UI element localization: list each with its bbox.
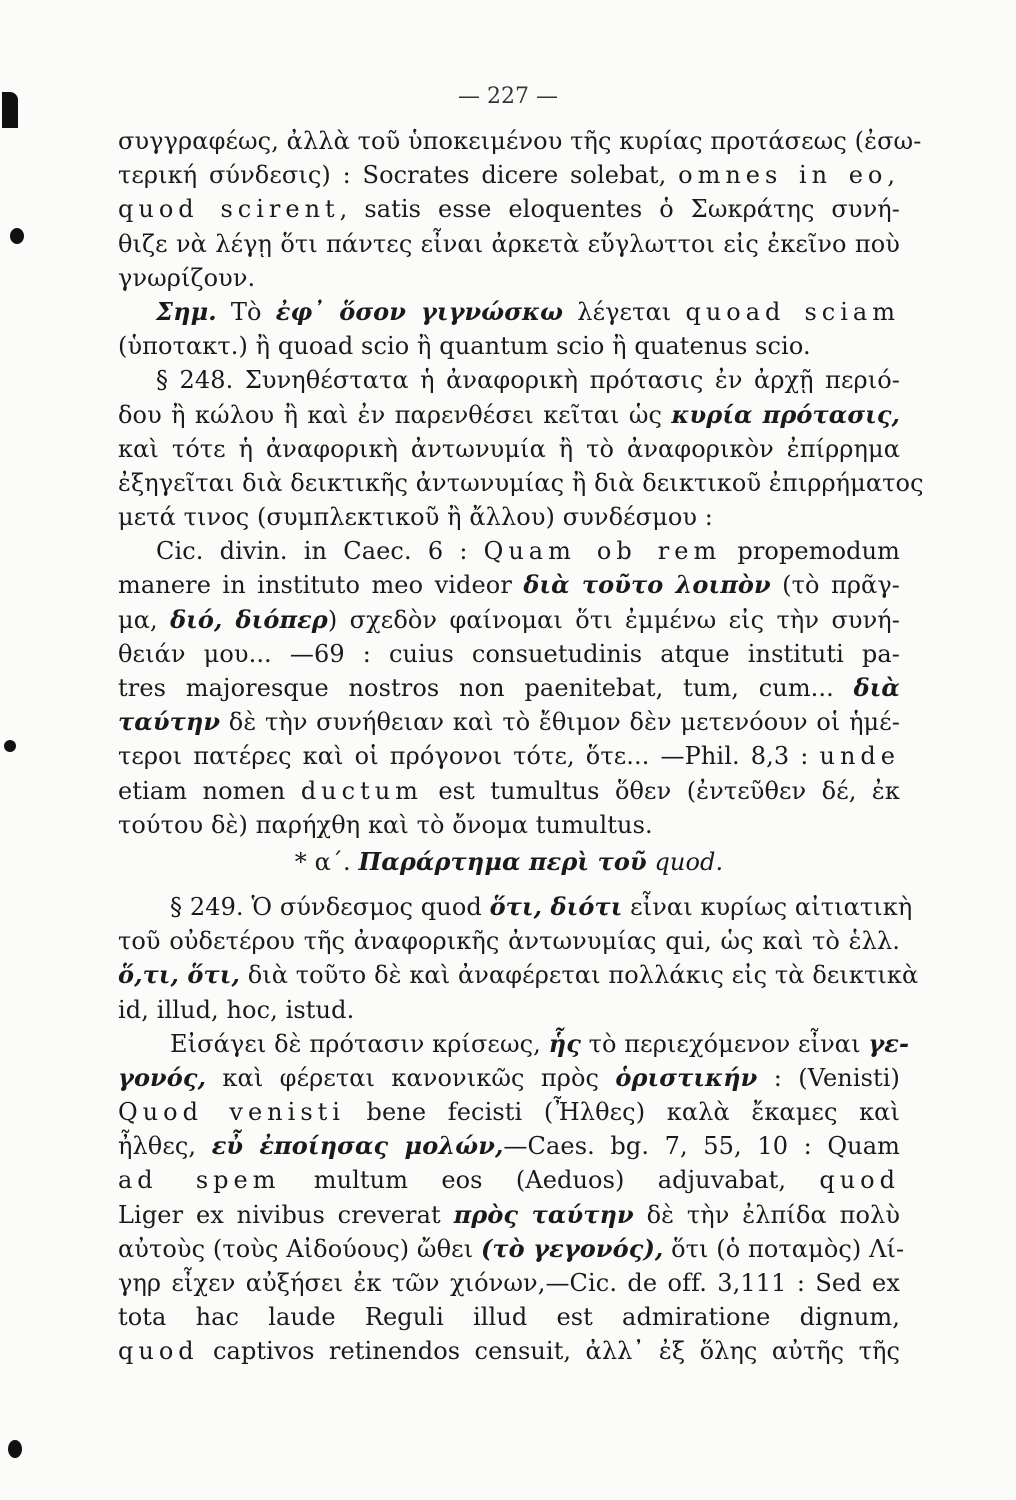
text-line: etiam nomen ductum est tumultus ὅθεν (ἐντεῦθεν δέ, ἐκ bbox=[118, 776, 901, 805]
text-line: manere in instituto meo videor διὰ τοῦτο λοιπὸν (τὸ πρᾶγ- bbox=[118, 570, 900, 600]
text-line: τούτου δὲ) παρήχθη καὶ τὸ ὄνομα tumultus. bbox=[118, 810, 653, 839]
text-line: Liger ex nivibus creverat πρὸς ταύτην δὲ τὴν ἐλπίδα πολὺ bbox=[118, 1199, 901, 1229]
text-line: Cic. divin. in Caec. 6 : Quam ob rem propemodum bbox=[156, 537, 900, 566]
text-line: αὐτοὺς (τοὺς Αἰδούους) ὤθει (τὸ γεγονός), ὅτι (ὁ ποταμὸς) Λί- bbox=[118, 1233, 905, 1263]
text-line: quod scirent, satis esse eloquentes ὁ Σωκράτης συνή- bbox=[118, 195, 900, 224]
text-line: quod captivos retinendos censuit, ἀλλ᾽ ἐξ ὅλης αὐτῆς τῆς bbox=[118, 1337, 900, 1366]
text-line: tota hac laude Reguli illud est admiratione dignum, bbox=[118, 1303, 900, 1332]
text-line: γνωρίζουν. bbox=[118, 263, 256, 292]
text-line: τεροι πατέρες καὶ οἱ πρόγονοι τότε, ὅτε... —Phil. 8,3 : unde bbox=[118, 742, 900, 771]
scan-mark-top-left bbox=[2, 92, 18, 128]
text-line: θειάν μου... —69 : cuius consuetudinis atque instituti pa- bbox=[118, 639, 900, 668]
text-line: ad spem multum eos (Aeduos) adjuvabat, quod bbox=[118, 1166, 900, 1195]
text-line: συγγραφέως, ἀλλὰ τοῦ ὑποκειμένου τῆς κυρίας προτάσεως (ἐσω- bbox=[118, 127, 922, 155]
text-line: id, illud, hoc, istud. bbox=[118, 995, 355, 1024]
text-line: ὅ,τι, ὅτι, διὰ τοῦτο δὲ καὶ ἀναφέρεται πολλάκις εἰς τὰ δεικτικὰ bbox=[118, 960, 919, 990]
page-number: — 227 — bbox=[458, 84, 558, 109]
text-line: (ὑποτακτ.) ἢ quoad scio ἢ quantum scio ἢ quatenus scio. bbox=[118, 332, 811, 361]
text-line: ἐξηγεῖται διὰ δεικτικῆς ἀντωνυμίας ἢ διὰ δεικτικοῦ ἐπιρρήματος bbox=[118, 468, 924, 497]
text-line: Σημ. Τὸ ἐφ᾽ ὅσον γιγνώσκω λέγεται quoad sciam bbox=[156, 296, 900, 326]
text-line: Εἰσάγει δὲ πρότασιν κρίσεως, ἧς τὸ περιεχόμενον εἶναι γε- bbox=[170, 1028, 910, 1058]
text-line: ἦλθες, εὖ ἐποίησας μολών,—Caes. bg. 7, 55, 10 : Quam bbox=[118, 1131, 900, 1161]
text-line: § 249. Ὁ σύνδεσμος quod ὅτι, διότι εἶναι κυρίως αἰτιατικὴ bbox=[170, 891, 913, 921]
text-line: μετά τινος (συμπλεκτικοῦ ἢ ἄλλου) συνδέσμου : bbox=[118, 503, 713, 532]
scan-mark-left-3 bbox=[8, 1440, 22, 1458]
text-line: μα, διό, διόπερ) σχεδὸν φαίνομαι ὅτι ἐμμένω εἰς τὴν συνή- bbox=[118, 604, 900, 634]
appendix-heading: * α΄. Παράρτημα περὶ τοῦ quod. bbox=[294, 846, 724, 876]
text-line: Quod venisti bene fecisti (Ἦλθες) καλὰ ἔκαμες καὶ bbox=[118, 1098, 901, 1127]
text-line: καὶ τότε ἡ ἀναφορικὴ ἀντωνυμία ἢ τὸ ἀναφορικὸν ἐπίρρημα bbox=[118, 434, 900, 463]
body-text bbox=[118, 124, 924, 1369]
text-line: τερική σύνδεσις) : Socrates dicere solebat, omnes in eo, bbox=[118, 161, 900, 190]
text-line: τοῦ οὐδετέρου τῆς ἀναφορικῆς ἀντωνυμίας qui, ὡς καὶ τὸ ἑλλ. bbox=[118, 927, 900, 956]
text-line: γηρ εἶχεν αὐξήσει ἐκ τῶν χιόνων,—Cic. de off. 3,111 : Sed ex bbox=[118, 1269, 900, 1297]
text-line: tres majoresque nostros non paenitebat, tum, cum... διὰ bbox=[118, 673, 900, 702]
scan-mark-left-1 bbox=[10, 228, 24, 244]
scan-mark-left-2 bbox=[4, 740, 16, 752]
text-line: θιζε νὰ λέγῃ ὅτι πάντες εἶναι ἀρκετὰ εὔγλωττοι εἰς ἐκεῖνο ποὺ bbox=[118, 229, 900, 258]
text-line: δου ἢ κώλου ἢ καὶ ἐν παρενθέσει κεῖται ὡς κυρία πρότασις, bbox=[118, 399, 900, 429]
text-line: ταύτην δὲ τὴν συνήθειαν καὶ τὸ ἔθιμον δὲν μετενόουν οἱ ἡμέ- bbox=[118, 707, 900, 737]
text-line: § 248. Συνηθέστατα ἡ ἀναφορικὴ πρότασις ἐν ἀρχῇ περιό- bbox=[156, 366, 900, 395]
text-line: γονός, καὶ φέρεται κανονικῶς πρὸς ὁριστικήν : (Venisti) bbox=[118, 1062, 900, 1092]
